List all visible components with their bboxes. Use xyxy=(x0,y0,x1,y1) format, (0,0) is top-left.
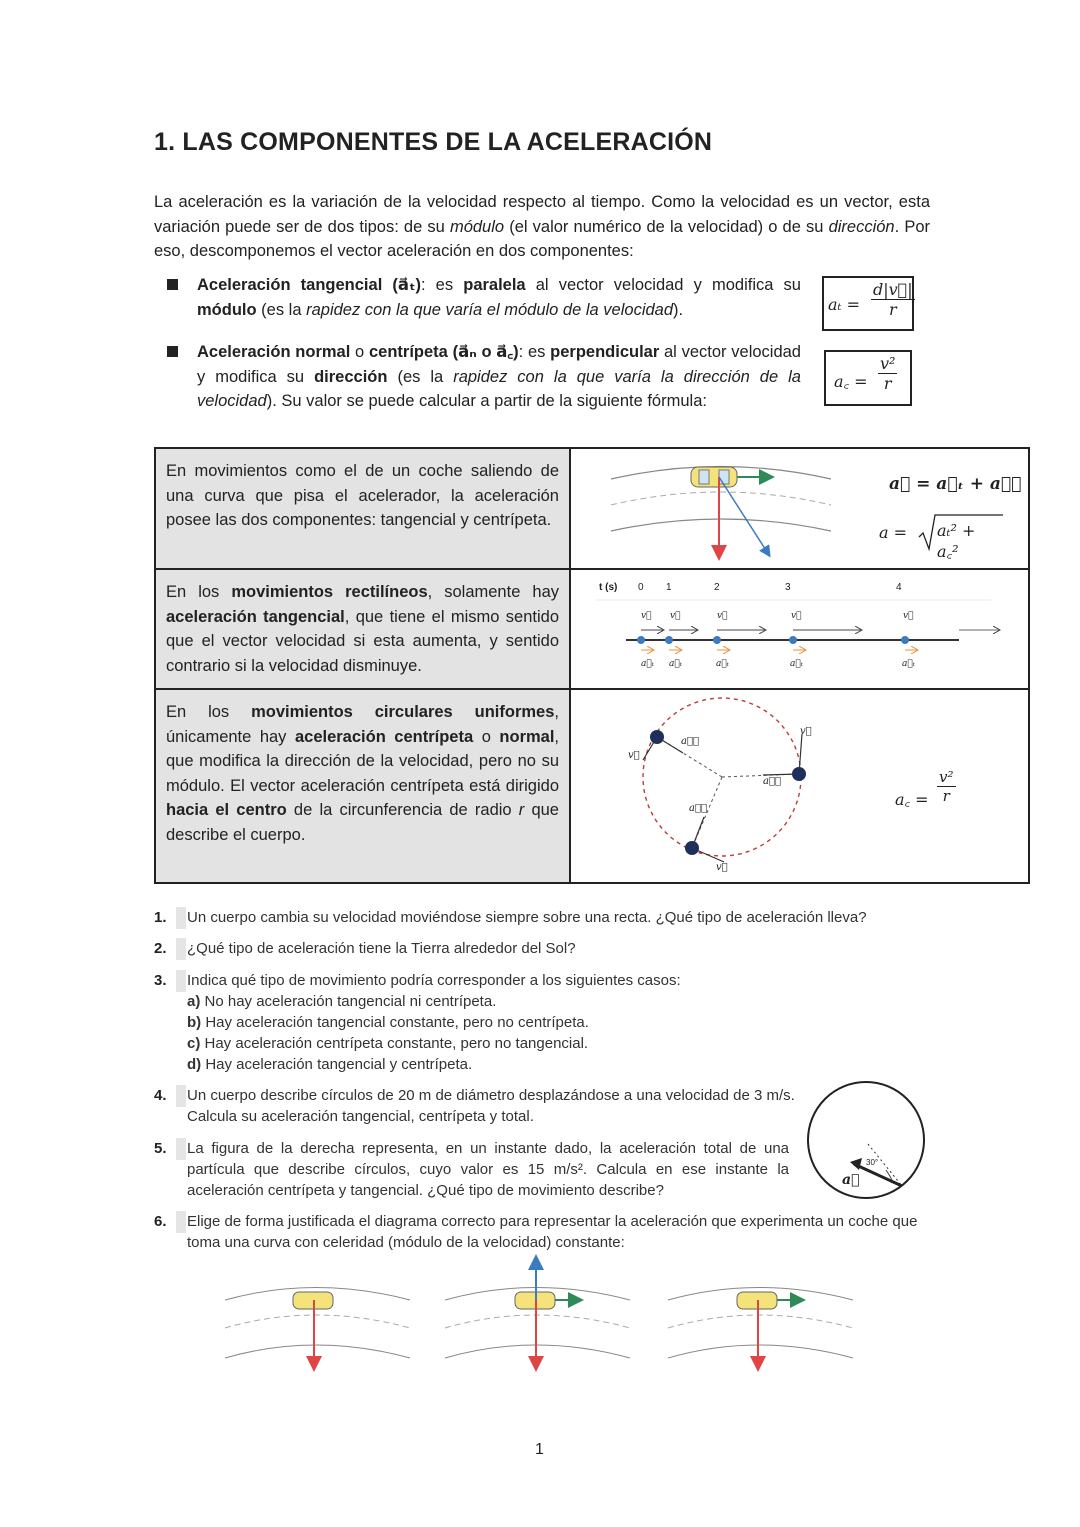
velocity-label: v⃗ xyxy=(800,726,812,737)
question-number: 5. xyxy=(154,1140,167,1157)
question-number: 4. xyxy=(154,1087,167,1104)
page-title: 1. LAS COMPONENTES DE LA ACELERACIÓN xyxy=(154,128,713,156)
vector-sum-equation: a⃗ = a⃗ₜ + a⃗꜀ xyxy=(889,474,1022,494)
q5-circle xyxy=(808,1082,924,1198)
centripetal-label: a⃗꜀ xyxy=(681,736,699,747)
total-acceleration-arrow xyxy=(719,477,769,555)
q5-acceleration-vector xyxy=(854,1164,902,1186)
car-icon xyxy=(691,467,737,487)
question-4-text: Un cuerpo describe círculos de 20 m de diámetro desplazándose a una velocidad de 3 m/s. Calcula su aceleración tangencial, centrípeta y total. xyxy=(187,1087,795,1125)
velocity-label: v⃗ xyxy=(670,611,681,621)
formula-tangencial-box: aₜ = $\frac{d|v⃗|}{r}$ xyxy=(822,276,914,331)
velocity-label: v⃗ xyxy=(903,611,914,621)
q5-vector-label: a⃗ xyxy=(842,1172,860,1188)
road-edge xyxy=(611,519,831,531)
tick-label: 2 xyxy=(714,582,720,593)
intro-paragraph: La aceleración es la variación de la velocidad respecto al tiempo. Como la velocidad es un vector, esta variación puede ser de dos tipos: de su módulo (el valor numérico de la velocidad) o de su dirección. Por eso, descomponemos el vector aceleración en dos componentes: xyxy=(154,193,931,260)
row-curve-figure xyxy=(570,448,1029,569)
tangent-velocity-vectors xyxy=(643,734,802,862)
bullet-normal: Aceleración normal o centrípeta (a⃗ₙ o a⃗꜀): es perpendicular al vector velocidad y modifica su dirección (es la rapidez con la que varía la dirección de la velocidad). Su valor se puede calcular a partir de la siguiente fórmula: xyxy=(197,343,801,410)
acceleration-label: a⃗ₜ xyxy=(790,659,803,669)
q6-option-b xyxy=(445,1258,630,1368)
acceleration-label: a⃗ₜ xyxy=(641,659,654,669)
centripetal-formula-frac: $\frac{\text{v²}}{r}$ xyxy=(939,768,954,805)
question-3-text: Indica qué tipo de movimiento podría corresponder a los siguientes casos: a) No hay aceleración tangencial ni centrípeta. b) Hay aceleración tangencial constante, pero no centrípeta. c) Hay aceleración centrípeta constante, pero no tangencial. d) Hay aceleración tangencial y centrípeta. xyxy=(187,972,681,1073)
acceleration-label: a⃗ₜ xyxy=(902,659,915,669)
tick-label: 4 xyxy=(896,582,902,593)
q5-angle-label: 30° xyxy=(866,1158,879,1167)
row-rectilinear-text: En los movimientos rectilíneos, solamente hay aceleración tangencial, que tiene el mismo sentido que el vector velocidad si esta aumenta, y sentido contrario si la velocidad disminuye. xyxy=(155,569,570,689)
radius-lines xyxy=(657,737,799,848)
row-curve-text: En movimientos como el de un coche saliendo de una curva que pisa el acelerador, la aceleración posee las dos componentes: tangencial y centrípeta. xyxy=(155,448,570,569)
bullet-marker xyxy=(167,346,178,357)
row-circular-figure xyxy=(570,689,1029,883)
centripetal-vectors xyxy=(657,737,799,848)
sqrt-expression: aₜ² + a꜀² xyxy=(917,511,1001,549)
explanation-table xyxy=(154,447,1030,884)
acceleration-label: a⃗ₜ xyxy=(716,659,729,669)
body-position xyxy=(650,730,664,744)
question-number: 6. xyxy=(154,1213,167,1230)
formula-centripeta-box: a꜀ = $\frac{\text{v²}}{r}$ xyxy=(824,350,912,406)
question-2-text: ¿Qué tipo de aceleración tiene la Tierra alrededor del Sol? xyxy=(187,940,576,957)
body-position xyxy=(792,767,806,781)
page-number: 1 xyxy=(535,1441,544,1458)
velocity-label: v⃗ xyxy=(716,862,728,873)
time-axis-label: t (s) xyxy=(599,582,618,593)
question-5-text: La figura de la derecha representa, en un instante dado, la aceleración total de una partícula que describe círculos, cuyo valor es 15 m/s². Calcula en ese instante la aceleración centrípeta y tangencial. ¿Qué tipo de movimiento describe? xyxy=(187,1140,789,1199)
magnitude-equation-lhs: a = xyxy=(879,523,908,542)
row-rectilinear-figure xyxy=(570,569,1029,689)
question-number: 2. xyxy=(154,940,167,957)
road-center-line xyxy=(611,492,831,505)
question-6-text: Elige de forma justificada el diagrama correcto para representar la aceleración que experimenta un coche que toma una curva con celeridad (módulo de la velocidad) constante: xyxy=(187,1213,918,1251)
tick-label: 1 xyxy=(666,582,672,593)
centripetal-label: a⃗꜀ xyxy=(689,803,707,814)
question-number: 3. xyxy=(154,972,167,989)
bullet-tangencial: Aceleración tangencial (a⃗ₜ): es paralela al vector velocidad y modifica su módulo (es la rapidez con la que varía el módulo de la velocidad). xyxy=(197,276,801,319)
circular-motion-diagram xyxy=(571,690,1031,882)
bullet-marker xyxy=(167,279,178,290)
rectilinear-motion-diagram xyxy=(571,570,1031,688)
body-position xyxy=(685,841,699,855)
tick-label: 0 xyxy=(638,582,644,593)
q5-acceleration-diagram xyxy=(804,1080,928,1204)
acceleration-label: a⃗ₜ xyxy=(669,659,682,669)
question-number: 1. xyxy=(154,909,167,926)
question-1-text: Un cuerpo cambia su velocidad moviéndose siempre sobre una recta. ¿Qué tipo de aceleración lleva? xyxy=(187,909,867,926)
q6-option-a xyxy=(225,1288,410,1369)
velocity-label: v⃗ xyxy=(791,611,802,621)
row-circular-text: En los movimientos circulares uniformes, únicamente hay aceleración centrípeta o normal, que modifica la dirección de la velocidad, pero no su módulo. El vector aceleración centrípeta está dirigido hacia el centro de la circunferencia de radio r que describe el cuerpo. xyxy=(155,689,570,883)
q6-option-c xyxy=(668,1288,853,1369)
centripetal-formula-lhs: a꜀ = xyxy=(895,790,929,809)
velocity-label: v⃗ xyxy=(628,750,640,761)
centripetal-label: a⃗꜀ xyxy=(763,776,781,787)
tick-label: 3 xyxy=(785,582,791,593)
velocity-label: v⃗ xyxy=(717,611,728,621)
q6-options-diagram xyxy=(200,1250,880,1380)
velocity-label: v⃗ xyxy=(641,611,652,621)
